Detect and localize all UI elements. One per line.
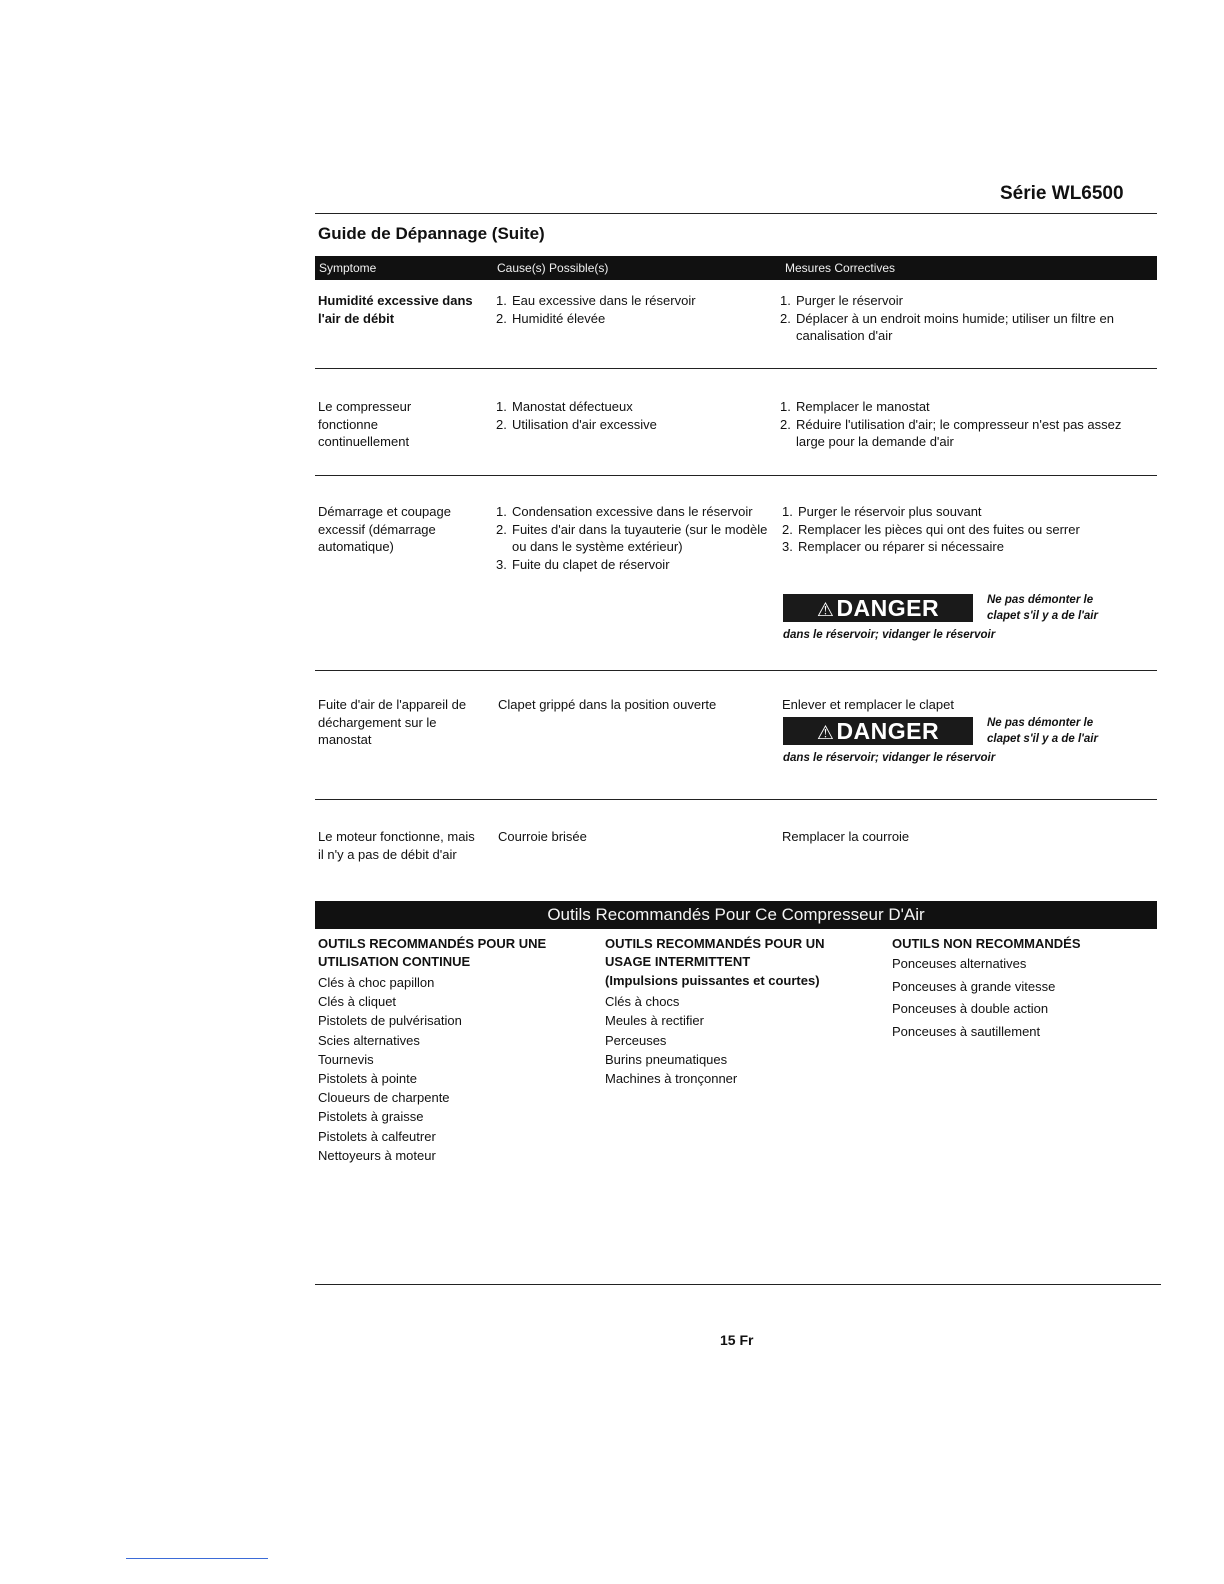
danger-note: dans le réservoir; vidanger le réservoir	[783, 629, 996, 641]
list-item: Burins pneumatiques	[605, 1051, 728, 1067]
series-title: Série WL6500	[1000, 183, 1124, 204]
tools-continuous	[318, 935, 598, 1165]
list-item: Nettoyeurs à moteur	[318, 1147, 436, 1163]
row-divider	[315, 670, 1157, 671]
list-item: Ponceuses à sautillement	[892, 1023, 1041, 1039]
list-item: 2. Remplacer les pièces qui ont des fuites ou serrer	[782, 521, 1080, 537]
page-number: 15 Fr	[720, 1332, 754, 1348]
tools-intermittent-title: OUTILS RECOMMANDÉS POUR UN USAGE INTERMITTENT	[605, 936, 825, 969]
row-divider	[315, 368, 1157, 369]
list-item: 1. Manostat défectueux	[496, 399, 633, 414]
list-item: 3. Remplacer ou réparer si nécessaire	[782, 539, 1004, 554]
danger-note: dans le réservoir; vidanger le réservoir	[783, 752, 996, 764]
row-4-measure: Enlever et remplacer le clapet	[782, 697, 954, 712]
list-item: Tournevis	[318, 1051, 374, 1067]
list-item: Clés à choc papillon	[318, 975, 435, 990]
list-item: Pistolets à calfeutrer	[318, 1128, 436, 1144]
danger-label: ⚠DANGER	[783, 594, 973, 622]
list-item: 1. Condensation excessive dans le réservoir	[496, 504, 753, 519]
guide-title: Guide de Dépannage (Suite)	[318, 224, 545, 243]
list-item: 1. Purger le réservoir plus souvant	[782, 504, 982, 519]
list-item: Clés à cliquet	[318, 994, 397, 1010]
list-item: 2. Utilisation d'air excessive	[496, 416, 657, 432]
table-header	[315, 256, 1157, 280]
row-3-measures	[782, 503, 1152, 556]
row-1-causes	[496, 292, 772, 327]
footer-divider	[315, 1284, 1161, 1285]
list-item: 2. Réduire l'utilisation d'air; le compresseur n'est pas assez large pour la demande d'air	[780, 416, 1122, 449]
list-item: 1. Remplacer le manostat	[780, 399, 930, 414]
list-item: Ponceuses à double action	[892, 1001, 1049, 1016]
row-1-measures	[780, 292, 1158, 345]
row-5-symptom: Le moteur fonctionne, mais il n'y a pas de débit d'air	[318, 829, 475, 862]
list-item: Cloueurs de charpente	[318, 1090, 450, 1106]
list-item: Perceuses	[605, 1032, 667, 1048]
row-2-symptom: Le compresseur fonctionne continuellement	[318, 399, 412, 449]
list-item: 2. Humidité élevée	[496, 310, 606, 326]
row-3-symptom: Démarrage et coupage excessif (démarrage automatique)	[318, 504, 451, 554]
tools-continuous-title: OUTILS RECOMMANDÉS POUR UNE UTILISATION CONTINUE	[318, 936, 547, 969]
danger-note: Ne pas démonter le clapet s'il y a de l'air	[987, 594, 1098, 622]
danger-label: ⚠DANGER	[783, 717, 973, 745]
row-1-symptom: Humidité excessive dans l'air de débit	[318, 293, 473, 326]
tools-intermittent	[605, 935, 885, 1088]
list-item: Pistolets de pulvérisation	[318, 1013, 462, 1029]
row-divider	[315, 475, 1157, 476]
list-item: Ponceuses alternatives	[892, 956, 1027, 971]
list-item: Machines à tronçonner	[605, 1071, 738, 1087]
list-item: 2. Fuites d'air dans la tuyauterie (sur le modèle ou dans le système extérieur)	[496, 521, 768, 554]
warning-icon: ⚠	[816, 600, 835, 621]
list-item: Clés à chocs	[605, 994, 680, 1010]
row-5-measure: Remplacer la courroie	[782, 829, 910, 844]
list-item: Pistolets à graisse	[318, 1109, 424, 1125]
list-item: Ponceuses à grande vitesse	[892, 978, 1056, 994]
header-measures: Mesures Correctives	[785, 261, 896, 275]
list-item: 1. Purger le réservoir	[780, 293, 903, 308]
row-2-causes	[496, 398, 772, 433]
footer-line	[126, 1558, 268, 1559]
list-item: 1. Eau excessive dans le réservoir	[496, 293, 696, 308]
list-item: Scies alternatives	[318, 1032, 420, 1048]
row-5-cause: Courroie brisée	[498, 829, 587, 844]
header-causes: Cause(s) Possible(s)	[497, 261, 609, 275]
warning-icon: ⚠	[816, 723, 835, 744]
row-4-symptom: Fuite d'air de l'appareil de déchargement sur le manostat	[318, 697, 467, 747]
row-4-cause: Clapet grippé dans la position ouverte	[498, 697, 717, 712]
list-item: Meules à rectifier	[605, 1013, 704, 1029]
row-3-causes	[496, 503, 770, 573]
row-divider	[315, 799, 1157, 800]
header-symptom: Symptome	[319, 261, 377, 275]
list-item: 3. Fuite du clapet de réservoir	[496, 556, 670, 572]
danger-note: Ne pas démonter le clapet s'il y a de l'air	[987, 717, 1098, 745]
tools-not-recommended-title: OUTILS NON RECOMMANDÉS	[892, 936, 1081, 951]
tools-not-recommended	[892, 935, 1152, 1043]
tools-intermittent-subtitle: (Impulsions puissantes et courtes)	[605, 973, 820, 988]
list-item: 2. Déplacer à un endroit moins humide; utiliser un filtre en canalisation d'air	[780, 310, 1114, 343]
list-item: Pistolets à pointe	[318, 1071, 418, 1087]
row-2-measures	[780, 398, 1140, 451]
divider	[315, 213, 1157, 214]
tools-header: Outils Recommandés Pour Ce Compresseur D'Air	[315, 901, 1157, 929]
